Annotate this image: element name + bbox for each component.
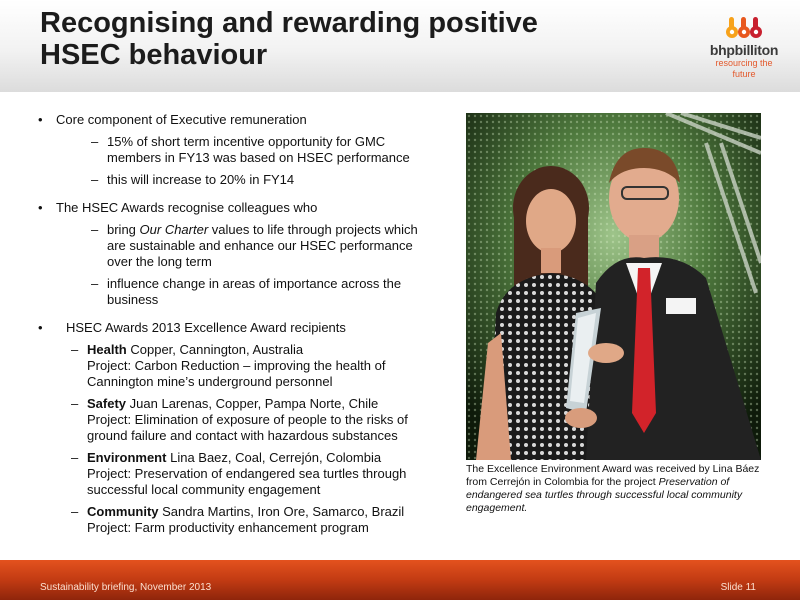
recipient-list [36,342,436,536]
slide-title-line2: HSEC behaviour [40,39,268,71]
dash-icon: – [91,134,99,149]
recipient-safety [36,396,436,444]
dash-icon: – [91,276,99,291]
bullet-dot-icon: • [38,112,43,127]
recipient-health [36,342,436,390]
bullet-list [36,112,436,536]
logo-wordmark: bhpbilliton [709,42,779,58]
bullet-remuneration [36,112,436,188]
slide-number: Slide 11 [720,582,756,593]
dash-icon: – [71,396,79,411]
sub-bullet [56,172,436,188]
dash-icon: – [71,450,79,465]
recipient-name: Sandra Martins, Iron Ore, Samarco, Brazil [162,504,405,519]
sub-bullet-text: 15% of short term incentive opportunity for GMC members in FY13 was based on HSEC performance [107,134,410,165]
sub-bullet-text-pre: bring [107,222,140,237]
caption-italic-text: Preservation of endangered sea turtles through successful local community engagement. [466,476,743,514]
recipient-environment [36,450,436,498]
bullet-dot-icon: • [38,200,43,215]
bullet-recipients [36,320,436,336]
recipient-category: Environment [87,450,167,465]
sub-bullet-text-post: values to life through projects which are sustainable and enhance our HSEC performance over the long term [107,222,418,269]
sub-bullet [56,134,436,166]
recipient-name: Juan Larenas, Copper, Pampa Norte, Chile [129,396,379,411]
recipient-project: Project: Carbon Reduction – improving the health of Cannington mine’s underground personnel [87,358,386,389]
slide-title-line1: Recognising and rewarding positive [40,7,538,39]
recipient-project: Project: Elimination of exposure of people to the risks of ground failure and contact with hazardous substances [87,412,408,443]
recipient-category: Community [87,504,159,519]
footer-event: Sustainability briefing, November 2013 [40,582,212,593]
bhp-billiton-logo [704,14,784,79]
sub-bullet-text: influence change in areas of importance across the business [107,276,402,307]
logo-tagline: resourcing the future [715,58,773,79]
recipient-community [36,504,436,536]
slide-footer [0,560,800,600]
sub-bullet [56,222,436,270]
recipient-project: Project: Preservation of endangered sea turtles through successful local community engagement [87,466,407,497]
bullet-text: Core component of Executive remuneration [56,112,307,127]
award-photo [466,113,761,460]
sub-bullet-text: this will increase to 20% in FY14 [107,172,295,187]
recipient-project: Project: Farm productivity enhancement program [87,520,369,535]
sub-bullet [56,276,436,308]
recipient-category: Safety [87,396,127,411]
bullet-hsec-awards [36,200,436,308]
bullet-text: The HSEC Awards recognise colleagues who [56,200,318,215]
bullet-dot-icon: • [38,320,43,335]
caption-text: The Excellence Environment Award was received by Lina Báez from Cerrejón in Colombia for the project [466,463,760,488]
recipient-category: Health [87,342,127,357]
bullet-text: HSEC Awards 2013 Excellence Award recipients [66,320,346,335]
dash-icon: – [91,222,99,237]
dash-icon: – [71,342,79,357]
our-charter-text: Our Charter [139,222,209,237]
recipient-name: Copper, Cannington, Australia [130,342,304,357]
award-photo-illustration [466,113,761,460]
dash-icon: – [91,172,99,187]
dash-icon: – [71,504,79,519]
slide-header [0,0,800,92]
logo-mark-icon [724,14,764,40]
photo-caption [466,463,766,515]
recipient-name: Lina Baez, Coal, Cerrejón, Colombia [170,450,382,465]
slide-title [40,7,538,71]
